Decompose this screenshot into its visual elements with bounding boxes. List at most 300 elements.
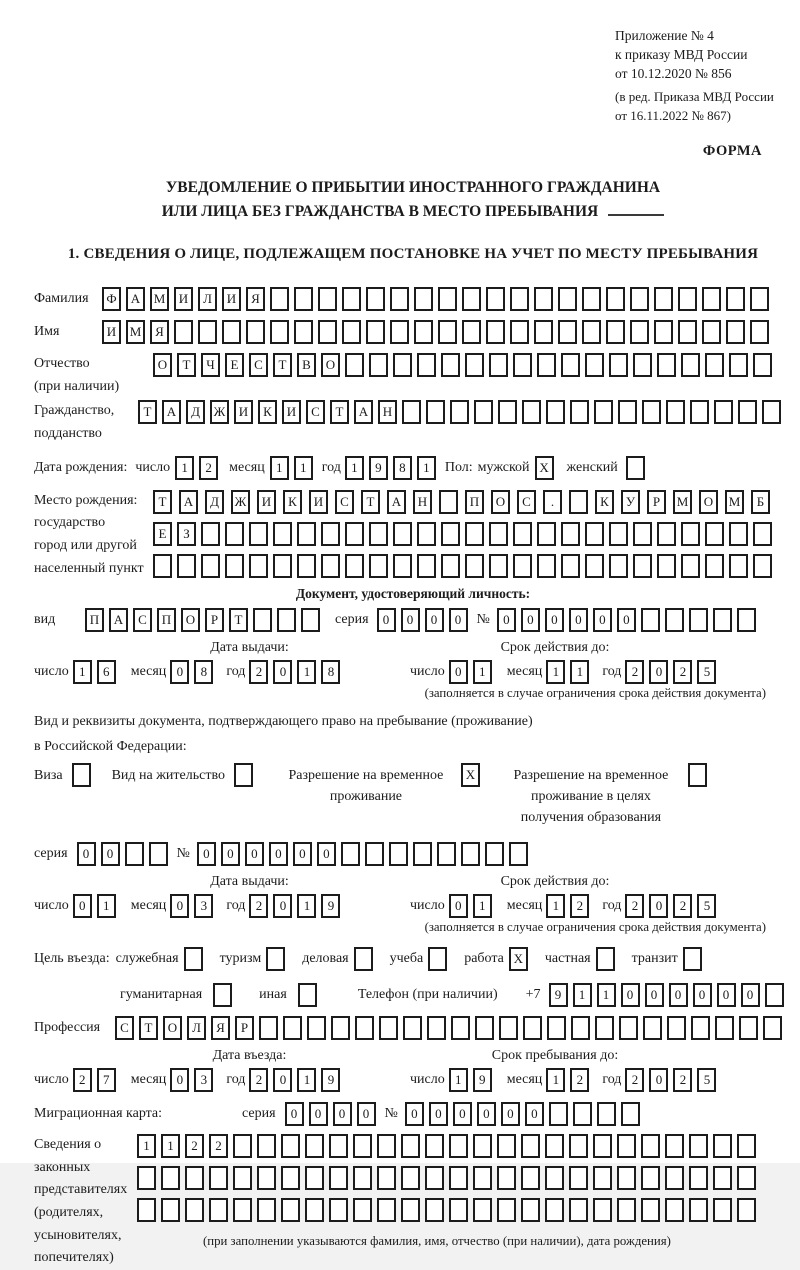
form-cell[interactable] — [401, 1134, 420, 1158]
form-cell[interactable]: А — [109, 608, 128, 632]
form-cell[interactable]: 1 — [417, 456, 436, 480]
form-cell[interactable] — [246, 320, 265, 344]
form-cell[interactable] — [510, 287, 529, 311]
form-cell[interactable]: О — [321, 353, 340, 377]
form-cell[interactable]: 2 — [249, 894, 268, 918]
form-cell[interactable] — [678, 320, 697, 344]
form-cell[interactable] — [688, 763, 707, 787]
form-cell[interactable] — [401, 1198, 420, 1222]
form-cell[interactable] — [462, 320, 481, 344]
form-cell[interactable] — [257, 1198, 276, 1222]
form-cell[interactable]: 0 — [645, 983, 664, 1007]
form-cell[interactable] — [753, 554, 772, 578]
form-cell[interactable] — [666, 400, 685, 424]
form-cell[interactable]: 2 — [185, 1134, 204, 1158]
form-cell[interactable] — [273, 522, 292, 546]
form-cell[interactable]: 0 — [401, 608, 420, 632]
form-cell[interactable] — [762, 400, 781, 424]
form-cell[interactable] — [201, 554, 220, 578]
form-cell[interactable]: О — [699, 490, 718, 514]
form-cell[interactable] — [438, 287, 457, 311]
form-cell[interactable] — [342, 320, 361, 344]
form-cell[interactable] — [149, 842, 168, 866]
form-cell[interactable]: Я — [246, 287, 265, 311]
form-cell[interactable] — [259, 1016, 278, 1040]
form-cell[interactable] — [582, 320, 601, 344]
form-cell[interactable]: Р — [205, 608, 224, 632]
form-cell[interactable]: Н — [413, 490, 432, 514]
form-cell[interactable] — [473, 1198, 492, 1222]
form-cell[interactable] — [641, 1166, 660, 1190]
form-cell[interactable]: 0 — [449, 660, 468, 684]
form-cell[interactable] — [633, 554, 652, 578]
form-cell[interactable]: 1 — [297, 1068, 316, 1092]
form-cell[interactable]: О — [153, 353, 172, 377]
form-cell[interactable] — [665, 608, 684, 632]
form-cell[interactable] — [641, 1134, 660, 1158]
form-cell[interactable] — [305, 1198, 324, 1222]
form-cell[interactable] — [177, 554, 196, 578]
form-cell[interactable] — [689, 1166, 708, 1190]
form-cell[interactable] — [486, 287, 505, 311]
form-cell[interactable] — [691, 1016, 710, 1040]
form-cell[interactable] — [558, 320, 577, 344]
form-cell[interactable]: И — [282, 400, 301, 424]
form-cell[interactable] — [414, 287, 433, 311]
form-cell[interactable] — [461, 842, 480, 866]
form-cell[interactable]: Л — [187, 1016, 206, 1040]
form-cell[interactable] — [753, 353, 772, 377]
form-cell[interactable] — [209, 1166, 228, 1190]
form-cell[interactable] — [413, 842, 432, 866]
form-cell[interactable] — [714, 400, 733, 424]
form-cell[interactable]: 7 — [97, 1068, 116, 1092]
form-cell[interactable] — [427, 1016, 446, 1040]
form-cell[interactable]: 1 — [597, 983, 616, 1007]
form-cell[interactable] — [509, 842, 528, 866]
form-cell[interactable] — [390, 287, 409, 311]
form-cell[interactable]: 0 — [429, 1102, 448, 1126]
form-cell[interactable]: А — [162, 400, 181, 424]
form-cell[interactable] — [561, 554, 580, 578]
form-cell[interactable] — [606, 320, 625, 344]
form-cell[interactable]: 0 — [309, 1102, 328, 1126]
form-cell[interactable] — [537, 554, 556, 578]
form-cell[interactable] — [609, 522, 628, 546]
form-cell[interactable] — [609, 353, 628, 377]
form-cell[interactable]: О — [491, 490, 510, 514]
form-cell[interactable] — [366, 320, 385, 344]
form-cell[interactable] — [571, 1016, 590, 1040]
form-cell[interactable] — [353, 1198, 372, 1222]
form-cell[interactable] — [379, 1016, 398, 1040]
form-cell[interactable] — [465, 554, 484, 578]
form-cell[interactable] — [513, 522, 532, 546]
form-cell[interactable] — [521, 1134, 540, 1158]
form-cell[interactable] — [497, 1134, 516, 1158]
form-cell[interactable] — [678, 287, 697, 311]
form-cell[interactable] — [321, 522, 340, 546]
form-cell[interactable] — [353, 1134, 372, 1158]
form-cell[interactable]: Ф — [102, 287, 121, 311]
form-cell[interactable]: Л — [198, 287, 217, 311]
form-cell[interactable] — [450, 400, 469, 424]
form-cell[interactable] — [473, 1134, 492, 1158]
form-cell[interactable] — [713, 1166, 732, 1190]
form-cell[interactable] — [763, 1016, 782, 1040]
form-cell[interactable] — [729, 353, 748, 377]
form-cell[interactable] — [713, 608, 732, 632]
form-cell[interactable] — [321, 554, 340, 578]
form-cell[interactable] — [665, 1134, 684, 1158]
form-cell[interactable]: 1 — [161, 1134, 180, 1158]
form-cell[interactable] — [222, 320, 241, 344]
form-cell[interactable]: X — [509, 947, 528, 971]
form-cell[interactable] — [681, 353, 700, 377]
form-cell[interactable]: И — [174, 287, 193, 311]
form-cell[interactable]: И — [234, 400, 253, 424]
form-cell[interactable]: Т — [330, 400, 349, 424]
form-cell[interactable] — [726, 287, 745, 311]
form-cell[interactable]: X — [535, 456, 554, 480]
form-cell[interactable]: 9 — [321, 894, 340, 918]
form-cell[interactable]: 0 — [245, 842, 264, 866]
form-cell[interactable]: К — [595, 490, 614, 514]
form-cell[interactable] — [569, 1166, 588, 1190]
form-cell[interactable]: А — [126, 287, 145, 311]
form-cell[interactable] — [753, 522, 772, 546]
form-cell[interactable] — [595, 1016, 614, 1040]
form-cell[interactable] — [318, 287, 337, 311]
form-cell[interactable] — [305, 1134, 324, 1158]
form-cell[interactable]: С — [249, 353, 268, 377]
form-cell[interactable] — [573, 1102, 592, 1126]
form-cell[interactable] — [593, 1198, 612, 1222]
form-cell[interactable] — [377, 1198, 396, 1222]
form-cell[interactable]: Ч — [201, 353, 220, 377]
form-cell[interactable] — [729, 554, 748, 578]
form-cell[interactable] — [537, 353, 556, 377]
form-cell[interactable] — [534, 320, 553, 344]
form-cell[interactable] — [558, 287, 577, 311]
form-cell[interactable] — [715, 1016, 734, 1040]
form-cell[interactable]: У — [621, 490, 640, 514]
form-cell[interactable] — [654, 287, 673, 311]
form-cell[interactable] — [570, 400, 589, 424]
form-cell[interactable] — [213, 983, 232, 1007]
form-cell[interactable] — [342, 287, 361, 311]
form-cell[interactable]: К — [283, 490, 302, 514]
form-cell[interactable] — [184, 947, 203, 971]
form-cell[interactable] — [657, 522, 676, 546]
form-cell[interactable]: 0 — [649, 660, 668, 684]
form-cell[interactable] — [665, 1166, 684, 1190]
form-cell[interactable] — [331, 1016, 350, 1040]
form-cell[interactable]: 1 — [473, 660, 492, 684]
form-cell[interactable] — [594, 400, 613, 424]
form-cell[interactable] — [549, 1102, 568, 1126]
form-cell[interactable]: И — [102, 320, 121, 344]
form-cell[interactable] — [283, 1016, 302, 1040]
form-cell[interactable] — [497, 1166, 516, 1190]
form-cell[interactable] — [281, 1166, 300, 1190]
form-cell[interactable] — [377, 1134, 396, 1158]
form-cell[interactable] — [737, 1166, 756, 1190]
form-cell[interactable]: А — [354, 400, 373, 424]
form-cell[interactable] — [683, 947, 702, 971]
form-cell[interactable] — [510, 320, 529, 344]
form-cell[interactable]: 8 — [321, 660, 340, 684]
form-cell[interactable] — [521, 1198, 540, 1222]
form-cell[interactable] — [225, 554, 244, 578]
form-cell[interactable] — [198, 320, 217, 344]
form-cell[interactable] — [153, 554, 172, 578]
form-cell[interactable]: 5 — [697, 660, 716, 684]
form-cell[interactable] — [426, 400, 445, 424]
form-cell[interactable] — [689, 608, 708, 632]
form-cell[interactable] — [486, 320, 505, 344]
form-cell[interactable] — [428, 947, 447, 971]
form-cell[interactable] — [233, 1166, 252, 1190]
form-cell[interactable] — [765, 983, 784, 1007]
form-cell[interactable] — [209, 1198, 228, 1222]
form-cell[interactable]: 0 — [273, 660, 292, 684]
form-cell[interactable]: 0 — [649, 894, 668, 918]
form-cell[interactable] — [585, 522, 604, 546]
form-cell[interactable]: 1 — [449, 1068, 468, 1092]
form-cell[interactable] — [437, 842, 456, 866]
form-cell[interactable] — [523, 1016, 542, 1040]
form-cell[interactable]: . — [543, 490, 562, 514]
form-cell[interactable] — [737, 1198, 756, 1222]
form-cell[interactable] — [298, 983, 317, 1007]
form-cell[interactable] — [449, 1134, 468, 1158]
form-cell[interactable]: О — [163, 1016, 182, 1040]
form-cell[interactable] — [561, 353, 580, 377]
form-cell[interactable]: 0 — [593, 608, 612, 632]
form-cell[interactable] — [273, 554, 292, 578]
form-cell[interactable]: 0 — [525, 1102, 544, 1126]
form-cell[interactable] — [713, 1198, 732, 1222]
form-cell[interactable]: 8 — [194, 660, 213, 684]
form-cell[interactable] — [329, 1166, 348, 1190]
form-cell[interactable] — [657, 554, 676, 578]
form-cell[interactable]: 3 — [194, 1068, 213, 1092]
form-cell[interactable] — [546, 400, 565, 424]
form-cell[interactable] — [537, 522, 556, 546]
form-cell[interactable] — [585, 554, 604, 578]
form-cell[interactable]: 1 — [270, 456, 289, 480]
form-cell[interactable]: 0 — [377, 608, 396, 632]
form-cell[interactable] — [307, 1016, 326, 1040]
form-cell[interactable]: М — [150, 287, 169, 311]
form-cell[interactable] — [593, 1134, 612, 1158]
form-cell[interactable] — [705, 522, 724, 546]
form-cell[interactable] — [201, 522, 220, 546]
form-cell[interactable] — [657, 353, 676, 377]
form-cell[interactable]: 1 — [294, 456, 313, 480]
form-cell[interactable]: 0 — [621, 983, 640, 1007]
form-cell[interactable] — [318, 320, 337, 344]
form-cell[interactable] — [366, 287, 385, 311]
form-cell[interactable]: 0 — [617, 608, 636, 632]
form-cell[interactable] — [329, 1134, 348, 1158]
form-cell[interactable] — [689, 1198, 708, 1222]
form-cell[interactable]: 0 — [569, 608, 588, 632]
form-cell[interactable] — [438, 320, 457, 344]
form-cell[interactable]: 2 — [673, 1068, 692, 1092]
form-cell[interactable]: 0 — [273, 1068, 292, 1092]
form-cell[interactable]: 2 — [73, 1068, 92, 1092]
form-cell[interactable]: П — [157, 608, 176, 632]
form-cell[interactable] — [393, 522, 412, 546]
form-cell[interactable] — [301, 608, 320, 632]
form-cell[interactable] — [353, 1166, 372, 1190]
form-cell[interactable]: 0 — [545, 608, 564, 632]
form-cell[interactable] — [345, 522, 364, 546]
form-cell[interactable]: С — [306, 400, 325, 424]
form-cell[interactable] — [521, 1166, 540, 1190]
form-cell[interactable] — [522, 400, 541, 424]
form-cell[interactable]: Т — [138, 400, 157, 424]
form-cell[interactable]: 0 — [669, 983, 688, 1007]
form-cell[interactable]: 1 — [175, 456, 194, 480]
form-cell[interactable]: З — [177, 522, 196, 546]
form-cell[interactable]: 0 — [501, 1102, 520, 1126]
form-cell[interactable] — [369, 522, 388, 546]
form-cell[interactable]: 1 — [546, 894, 565, 918]
form-cell[interactable]: Т — [153, 490, 172, 514]
form-cell[interactable] — [705, 554, 724, 578]
form-cell[interactable]: 2 — [625, 894, 644, 918]
form-cell[interactable] — [667, 1016, 686, 1040]
form-cell[interactable] — [441, 554, 460, 578]
form-cell[interactable] — [681, 522, 700, 546]
form-cell[interactable] — [630, 320, 649, 344]
form-cell[interactable] — [441, 353, 460, 377]
form-cell[interactable]: М — [725, 490, 744, 514]
form-cell[interactable] — [582, 287, 601, 311]
form-cell[interactable]: Ж — [210, 400, 229, 424]
form-cell[interactable] — [449, 1166, 468, 1190]
form-cell[interactable] — [341, 842, 360, 866]
form-cell[interactable] — [739, 1016, 758, 1040]
form-cell[interactable]: О — [181, 608, 200, 632]
form-cell[interactable] — [617, 1198, 636, 1222]
form-cell[interactable]: Т — [139, 1016, 158, 1040]
form-cell[interactable] — [633, 353, 652, 377]
form-cell[interactable] — [234, 763, 253, 787]
form-cell[interactable] — [705, 353, 724, 377]
form-cell[interactable]: А — [179, 490, 198, 514]
form-cell[interactable]: 2 — [249, 1068, 268, 1092]
form-cell[interactable]: Д — [186, 400, 205, 424]
form-cell[interactable]: 9 — [549, 983, 568, 1007]
form-cell[interactable] — [689, 1134, 708, 1158]
form-cell[interactable]: Т — [361, 490, 380, 514]
form-cell[interactable]: 9 — [369, 456, 388, 480]
form-cell[interactable]: 0 — [221, 842, 240, 866]
form-cell[interactable] — [642, 400, 661, 424]
form-cell[interactable] — [174, 320, 193, 344]
form-cell[interactable] — [619, 1016, 638, 1040]
form-cell[interactable]: 2 — [209, 1134, 228, 1158]
form-cell[interactable] — [449, 1198, 468, 1222]
form-cell[interactable] — [497, 1198, 516, 1222]
form-cell[interactable]: 2 — [673, 660, 692, 684]
form-cell[interactable] — [485, 842, 504, 866]
form-cell[interactable]: 9 — [321, 1068, 340, 1092]
form-cell[interactable] — [345, 554, 364, 578]
form-cell[interactable]: 0 — [293, 842, 312, 866]
form-cell[interactable] — [401, 1166, 420, 1190]
form-cell[interactable] — [726, 320, 745, 344]
form-cell[interactable]: П — [85, 608, 104, 632]
form-cell[interactable] — [545, 1134, 564, 1158]
form-cell[interactable]: С — [517, 490, 536, 514]
form-cell[interactable] — [270, 287, 289, 311]
form-cell[interactable]: 1 — [546, 660, 565, 684]
form-cell[interactable]: 8 — [393, 456, 412, 480]
form-cell[interactable] — [702, 287, 721, 311]
form-cell[interactable] — [439, 490, 458, 514]
form-cell[interactable] — [329, 1198, 348, 1222]
form-cell[interactable] — [585, 353, 604, 377]
form-cell[interactable] — [737, 1134, 756, 1158]
form-cell[interactable] — [417, 353, 436, 377]
form-cell[interactable] — [233, 1198, 252, 1222]
form-cell[interactable]: 0 — [333, 1102, 352, 1126]
form-cell[interactable] — [137, 1198, 156, 1222]
form-cell[interactable]: С — [115, 1016, 134, 1040]
form-cell[interactable] — [475, 1016, 494, 1040]
form-cell[interactable]: X — [461, 763, 480, 787]
form-cell[interactable]: 0 — [741, 983, 760, 1007]
form-cell[interactable] — [249, 554, 268, 578]
form-cell[interactable] — [750, 320, 769, 344]
form-cell[interactable]: К — [258, 400, 277, 424]
form-cell[interactable]: С — [335, 490, 354, 514]
form-cell[interactable]: В — [297, 353, 316, 377]
form-cell[interactable] — [545, 1198, 564, 1222]
form-cell[interactable] — [393, 353, 412, 377]
form-cell[interactable] — [185, 1166, 204, 1190]
form-cell[interactable] — [425, 1198, 444, 1222]
form-cell[interactable]: 2 — [625, 660, 644, 684]
form-cell[interactable] — [474, 400, 493, 424]
form-cell[interactable]: 2 — [570, 1068, 589, 1092]
form-cell[interactable] — [425, 1166, 444, 1190]
form-cell[interactable]: 1 — [297, 660, 316, 684]
form-cell[interactable] — [305, 1166, 324, 1190]
form-cell[interactable] — [369, 554, 388, 578]
form-cell[interactable] — [617, 1134, 636, 1158]
form-cell[interactable] — [618, 400, 637, 424]
form-cell[interactable] — [545, 1166, 564, 1190]
form-cell[interactable] — [473, 1166, 492, 1190]
form-cell[interactable] — [297, 554, 316, 578]
form-cell[interactable]: 1 — [345, 456, 364, 480]
form-cell[interactable]: Т — [177, 353, 196, 377]
form-cell[interactable] — [462, 287, 481, 311]
form-cell[interactable]: М — [126, 320, 145, 344]
form-cell[interactable]: 0 — [197, 842, 216, 866]
form-cell[interactable] — [417, 522, 436, 546]
form-cell[interactable] — [451, 1016, 470, 1040]
form-cell[interactable]: 2 — [249, 660, 268, 684]
form-cell[interactable]: И — [257, 490, 276, 514]
form-cell[interactable] — [654, 320, 673, 344]
